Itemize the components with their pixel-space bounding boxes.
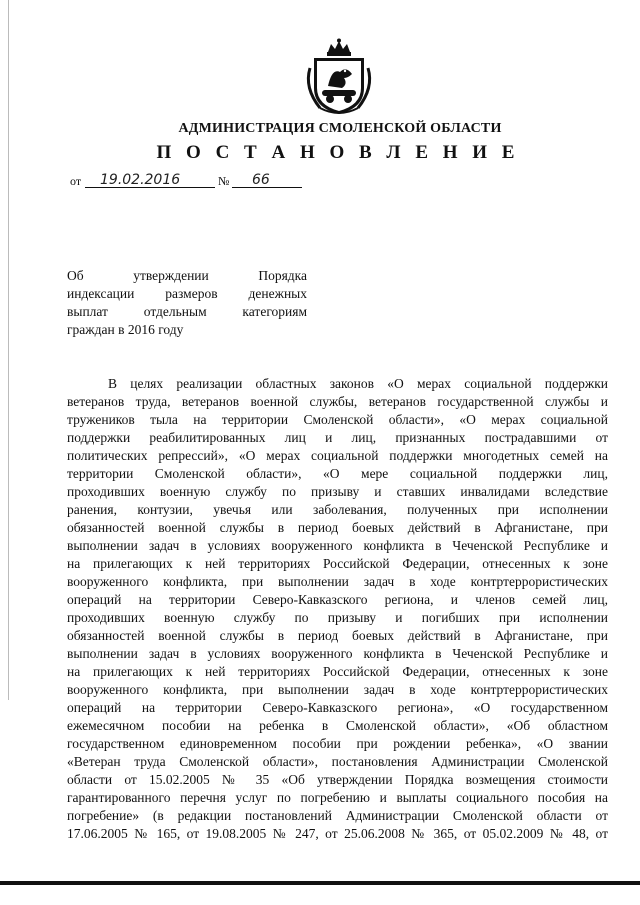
body-line: операций на территории Северо-Кавказского региона, и членов семей лиц,	[67, 592, 608, 607]
date-value: 19.02.2016	[100, 172, 181, 188]
number-value: 66	[252, 172, 270, 188]
body-line: выполнении задач в условиях вооруженного конфликта в Чеченской Республике и	[67, 646, 608, 661]
subject-line: граждан в 2016 году	[67, 322, 184, 337]
body-line: политических репрессий», «О мерах социальной поддержки многодетных семей на	[67, 448, 608, 463]
body-line: поддержки реабилитированных лиц и лиц, признанных пострадавшими от	[67, 430, 608, 445]
body-line: обязанностей военной службы в период боевых действий в Афганистане, при	[67, 628, 608, 643]
body-line: государственном единовременном пособии при рождении ребенка», «О звании	[67, 736, 608, 751]
organization-title: АДМИНИСТРАЦИЯ СМОЛЕНСКОЙ ОБЛАСТИ	[178, 121, 502, 136]
body-line: 17.06.2005 № 165, от 19.08.2005 № 247, от 25.06.2008 № 365, от 05.02.2009 № 48, от	[67, 826, 608, 841]
subject-line: Об утверждении Порядка	[67, 268, 307, 283]
body-line: В целях реализации областных законов «О мерах социальной поддержки	[108, 376, 608, 391]
body-line: на прилегающих к ней территориях Российской Федерации, отнесенных к зоне	[67, 556, 608, 571]
body-line: на прилегающих к ней территориях Российской Федерации, отнесенных к зоне	[67, 664, 608, 679]
smolensk-coat-of-arms-icon	[298, 38, 380, 116]
body-line: территории Смоленской области», «О мере социальной поддержки лиц,	[67, 466, 608, 481]
body-line: ранения, контузии, увечья или заболевания, полученных при исполнении	[67, 502, 608, 517]
body-line: «Ветеран труда Смоленской области», постановления Администрации Смоленской	[67, 754, 608, 769]
subject-line: индексации размеров денежных	[67, 286, 307, 301]
body-line: ветеранов труда, ветеранов военной службы, ветеранов государственной службы и	[67, 394, 608, 409]
scan-edge-line	[8, 0, 9, 700]
body-line: выполнении задач в условиях вооруженного конфликта в Чеченской Республике и	[67, 538, 608, 553]
body-line: тружеников тыла на территории Смоленской области», «О мерах социальной	[67, 412, 608, 427]
number-label: №	[218, 174, 230, 188]
bottom-scan-rule	[0, 881, 640, 885]
body-line: обязанностей военной службы в период боевых действий в Афганистане, при	[67, 520, 608, 535]
document-type-title: П О С Т А Н О В Л Е Н И Е	[156, 142, 520, 163]
body-line: вооруженного конфликта, при выполнении задач в ходе контртеррористических	[67, 574, 608, 589]
body-line: погребение» (в редакции постановлений Администрации Смоленской области от	[67, 808, 608, 823]
decree-subject	[67, 267, 307, 339]
body-line: проходивших военную службу по призыву и ставших инвалидами вследствие	[67, 484, 608, 499]
from-label: от	[70, 174, 82, 188]
body-line: области от 15.02.2005 № 35 «Об утверждении Порядка возмещения стоимости	[67, 772, 608, 787]
body-line: операций на территории Северо-Кавказского региона», «О государственном	[67, 700, 608, 715]
decree-body-text	[67, 375, 608, 843]
date-number-line	[70, 172, 330, 192]
body-line: гарантированного перечня услуг по погребению и выплаты социального пособия на	[67, 790, 608, 805]
body-line: проходивших военную службу по призыву и погибших при исполнении	[67, 610, 608, 625]
body-line: ежемесячном пособии на ребенка в Смоленской области», «Об областном	[67, 718, 608, 733]
subject-line: выплат отдельным категориям	[67, 304, 307, 319]
body-line: вооруженного конфликта, при выполнении задач в ходе контртеррористических	[67, 682, 608, 697]
